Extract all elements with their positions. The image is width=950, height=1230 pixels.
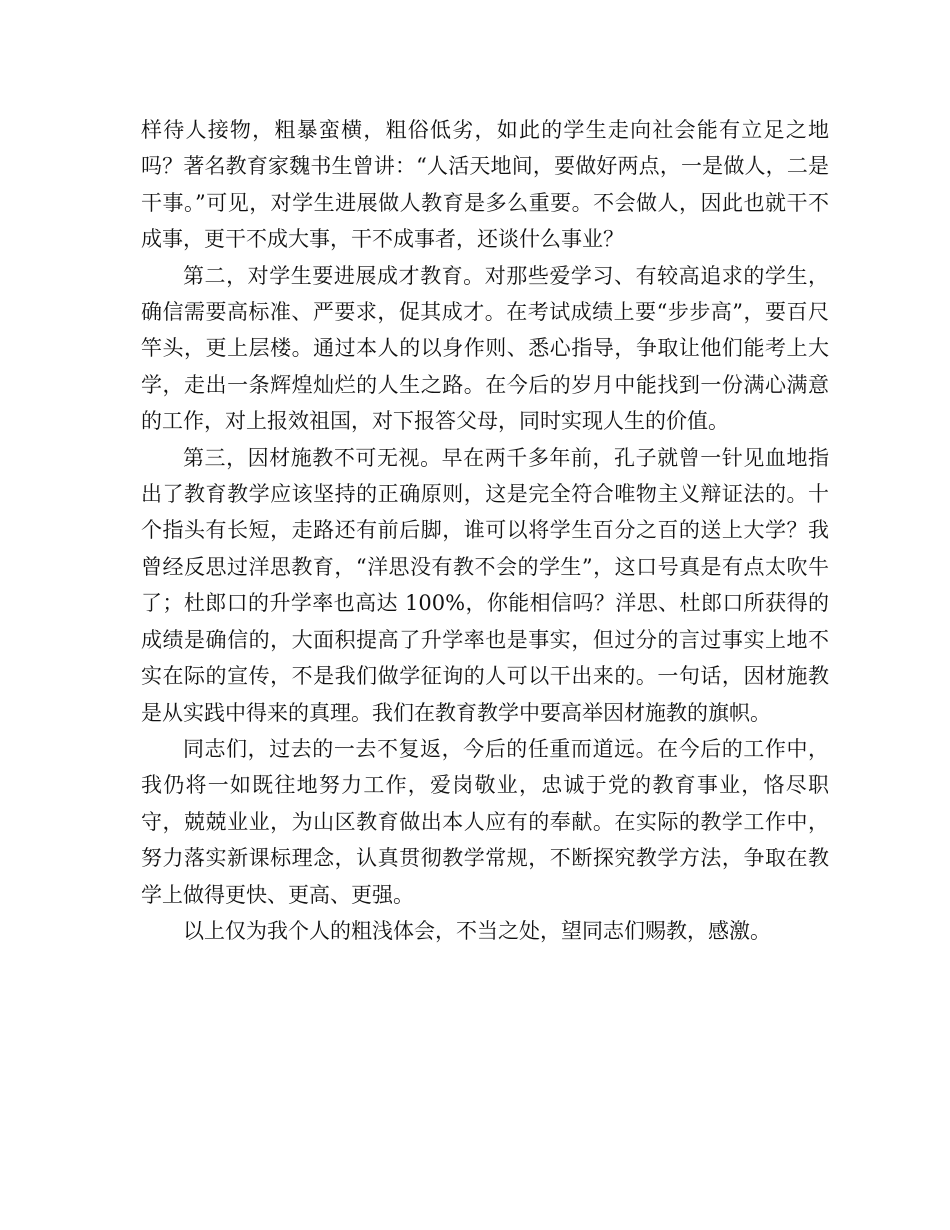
paragraph-closing-commitment: 同志们，过去的一去不复返，今后的任重而道远。在今后的工作中，我仍将一如既往地努力工作，爱岗敬业，忠诚于党的教育事业，恪尽职守，兢兢业业，为山区教育做出本人应有的奉献。在实际的教学工作中，努力落实新课标理念，认真贯彻教学常规，不断探究教学方法，争取在教学上做得更快、更高、更强。 (141, 736, 829, 907)
paragraph-continued: 样待人接物，粗暴蛮横，粗俗低劣，如此的学生走向社会能有立足之地吗？著名教育家魏书生曾讲：“人活天地间，要做好两点，一是做人，二是干事。”可见，对学生进展做人教育是多么重要。不会做人，因此也就干不成事，更干不成大事，干不成事者，还谈什么事业？ (141, 118, 829, 252)
paragraph-second-point: 第二，对学生要进展成才教育。对那些爱学习、有较高追求的学生，确信需要高标准、严要求，促其成才。在考试成绩上要“步步高”，要百尺竿头，更上层楼。通过本人的以身作则、悉心指导，争取让他们能考上大学，走出一条辉煌灿烂的人生之路。在今后的岁月中能找到一份满心满意的工作，对上报效祖国，对下报答父母，同时实现人生的价值。 (141, 263, 829, 434)
paragraph-third-point: 第三，因材施教不可无视。早在两千多年前，孔子就曾一针见血地指出了教育教学应该坚持的正确原则，这是完全符合唯物主义辩证法的。十个指头有长短，走路还有前后脚，谁可以将学生百分之百的送上大学？我曾经反思过洋思教育，“洋思没有教不会的学生”，这口号真是有点太吹牛了；杜郎口的升学率也高达 100%，你能相信吗？洋思、杜郎口所获得的成绩是确信的，大面积提高了升学率也是事实，但过分的言过事实上地不实在际的宣传，不是我们做学征询的人可以干出来的。一句话，因材施教是从实践中得来的真理。我们在教育教学中要高举因材施教的旗帜。 (141, 445, 829, 725)
body-text (141, 112, 829, 949)
paragraph-final-remark: 以上仅为我个人的粗浅体会，不当之处，望同志们赐教，感激。 (183, 918, 771, 943)
